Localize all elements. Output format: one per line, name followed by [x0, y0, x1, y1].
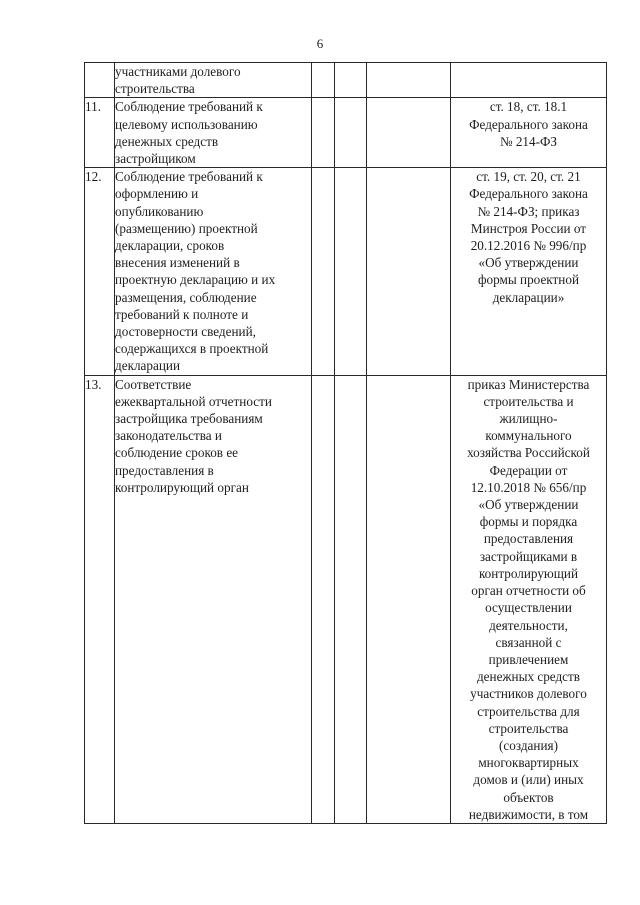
requirement-text-line: застройщика требованиям [115, 411, 263, 427]
blank-cell-a [312, 168, 335, 375]
legal-basis-text-line: объектов [503, 789, 554, 805]
requirement-text-line: денежных средств [115, 133, 219, 149]
blank-cell-a [312, 375, 335, 823]
requirement-text-line: Соблюдение требований к [115, 99, 263, 115]
requirement-text-line: достоверности сведений, [115, 324, 256, 340]
row-number: 12. [85, 168, 115, 375]
table-row [85, 375, 607, 823]
legal-basis-text-line: строительства [488, 720, 569, 736]
blank-cell-b [335, 168, 367, 375]
requirement-text-line: опубликованию [115, 203, 204, 219]
legal-basis-text-line: хозяйства Российской [467, 445, 590, 461]
legal-basis-cell [451, 63, 607, 98]
requirement-text-line: декларации [115, 358, 181, 374]
blank-cell-b [335, 63, 367, 98]
legal-basis-cell [451, 168, 607, 375]
legal-basis-text-line: (создания) [499, 737, 558, 753]
requirement-text-line: контролирующий орган [115, 479, 249, 495]
legal-basis-text-line: Минстроя России от [470, 220, 587, 236]
legal-basis-text-line: 20.12.2016 № 996/пр [470, 238, 587, 254]
requirement-text-line: Соответствие [115, 376, 192, 392]
legal-basis-cell [451, 98, 607, 168]
row-number: 13. [85, 375, 115, 823]
legal-basis-text-line: декларации» [492, 289, 565, 305]
requirement-text-line: строительства [115, 81, 195, 97]
blank-cell-b [335, 98, 367, 168]
table-row [85, 98, 607, 168]
legal-basis-text-line: формы проектной [478, 272, 579, 288]
blank-cell-a [312, 98, 335, 168]
legal-basis-text-line: домов и (или) иных [473, 772, 584, 788]
requirement-text-line: требований к полноте и [115, 306, 249, 322]
requirement-cell [115, 375, 312, 823]
requirement-cell [115, 168, 312, 375]
requirement-cell [115, 98, 312, 168]
table-row [85, 63, 607, 98]
requirement-text-line: Соблюдение требований к [115, 169, 263, 185]
legal-basis-text-line: многоквартирных [478, 755, 579, 771]
requirements-table [84, 62, 607, 824]
legal-basis-text-line: строительства для [477, 703, 580, 719]
legal-basis-text-line: «Об утверждении [478, 497, 579, 513]
legal-basis-text-line: застройщиками в [479, 548, 578, 564]
requirement-text-line: содержащихся в проектной [115, 341, 269, 357]
requirement-text-line: проектную декларацию и их [115, 272, 276, 288]
requirement-text-line: декларации, сроков [115, 238, 225, 254]
legal-basis-text-line: ст. 18, ст. 18.1 [489, 99, 568, 115]
requirement-text-line: соблюдение сроков ее [115, 445, 239, 461]
legal-basis-text-line: осуществлении [485, 600, 572, 616]
legal-basis-text-line: связанной с [495, 634, 562, 650]
requirement-text-line: предоставления в [115, 462, 214, 478]
requirement-text-line: (размещению) проектной [115, 220, 258, 236]
legal-basis-text-line: деятельности, [489, 617, 568, 633]
legal-basis-text-line: недвижимости, в том [468, 806, 589, 822]
legal-basis-text-line: орган отчетности об [471, 583, 586, 599]
requirement-text-line: внесения изменений в [115, 255, 240, 271]
legal-basis-text-line: предоставления [483, 531, 574, 547]
legal-basis-text-line: денежных средств [476, 669, 581, 685]
legal-basis-text-line: привлечением [488, 651, 569, 667]
legal-basis-text-line: Федерального закона [469, 116, 588, 132]
legal-basis-text-line: Федерации от [489, 462, 568, 478]
legal-basis-text-line: формы и порядка [479, 514, 578, 530]
requirement-text-line: размещения, соблюдение [115, 289, 257, 305]
legal-basis-text-line: участников долевого [470, 686, 587, 702]
legal-basis-text-line: коммунального [485, 428, 572, 444]
row-number [85, 63, 115, 98]
legal-basis-text-line: контролирующий [478, 565, 579, 581]
blank-cell-c [367, 98, 451, 168]
table-row [85, 168, 607, 375]
requirement-text-line: целевому использованию [115, 116, 258, 132]
requirement-text-line: оформлению и [115, 186, 199, 202]
legal-basis-text-line: приказ Министерства [467, 376, 590, 392]
page-number: 6 [316, 36, 324, 51]
blank-cell-a [312, 63, 335, 98]
requirement-text-line: законодательства и [115, 428, 222, 444]
requirement-text-line: участниками долевого [115, 64, 241, 79]
blank-cell-c [367, 375, 451, 823]
legal-basis-text-line: 12.10.2018 № 656/пр [470, 479, 587, 495]
requirement-text-line: застройщиком [115, 151, 196, 167]
legal-basis-text-line: ст. 19, ст. 20, ст. 21 [476, 169, 581, 185]
legal-basis-text-line: № 214-ФЗ; приказ [477, 203, 580, 219]
legal-basis-text-line: «Об утверждении [478, 255, 579, 271]
row-number: 11. [85, 98, 115, 168]
legal-basis-text-line: № 214-ФЗ [499, 133, 558, 149]
legal-basis-text-line: Федерального закона [469, 186, 588, 202]
blank-cell-c [367, 63, 451, 98]
legal-basis-text-line: строительства и [483, 393, 574, 409]
requirement-cell [115, 63, 312, 98]
blank-cell-c [367, 168, 451, 375]
blank-cell-b [335, 375, 367, 823]
requirement-text-line: ежеквартальной отчетности [115, 393, 272, 409]
legal-basis-cell [451, 375, 607, 823]
legal-basis-text-line: жилищно- [499, 411, 558, 427]
